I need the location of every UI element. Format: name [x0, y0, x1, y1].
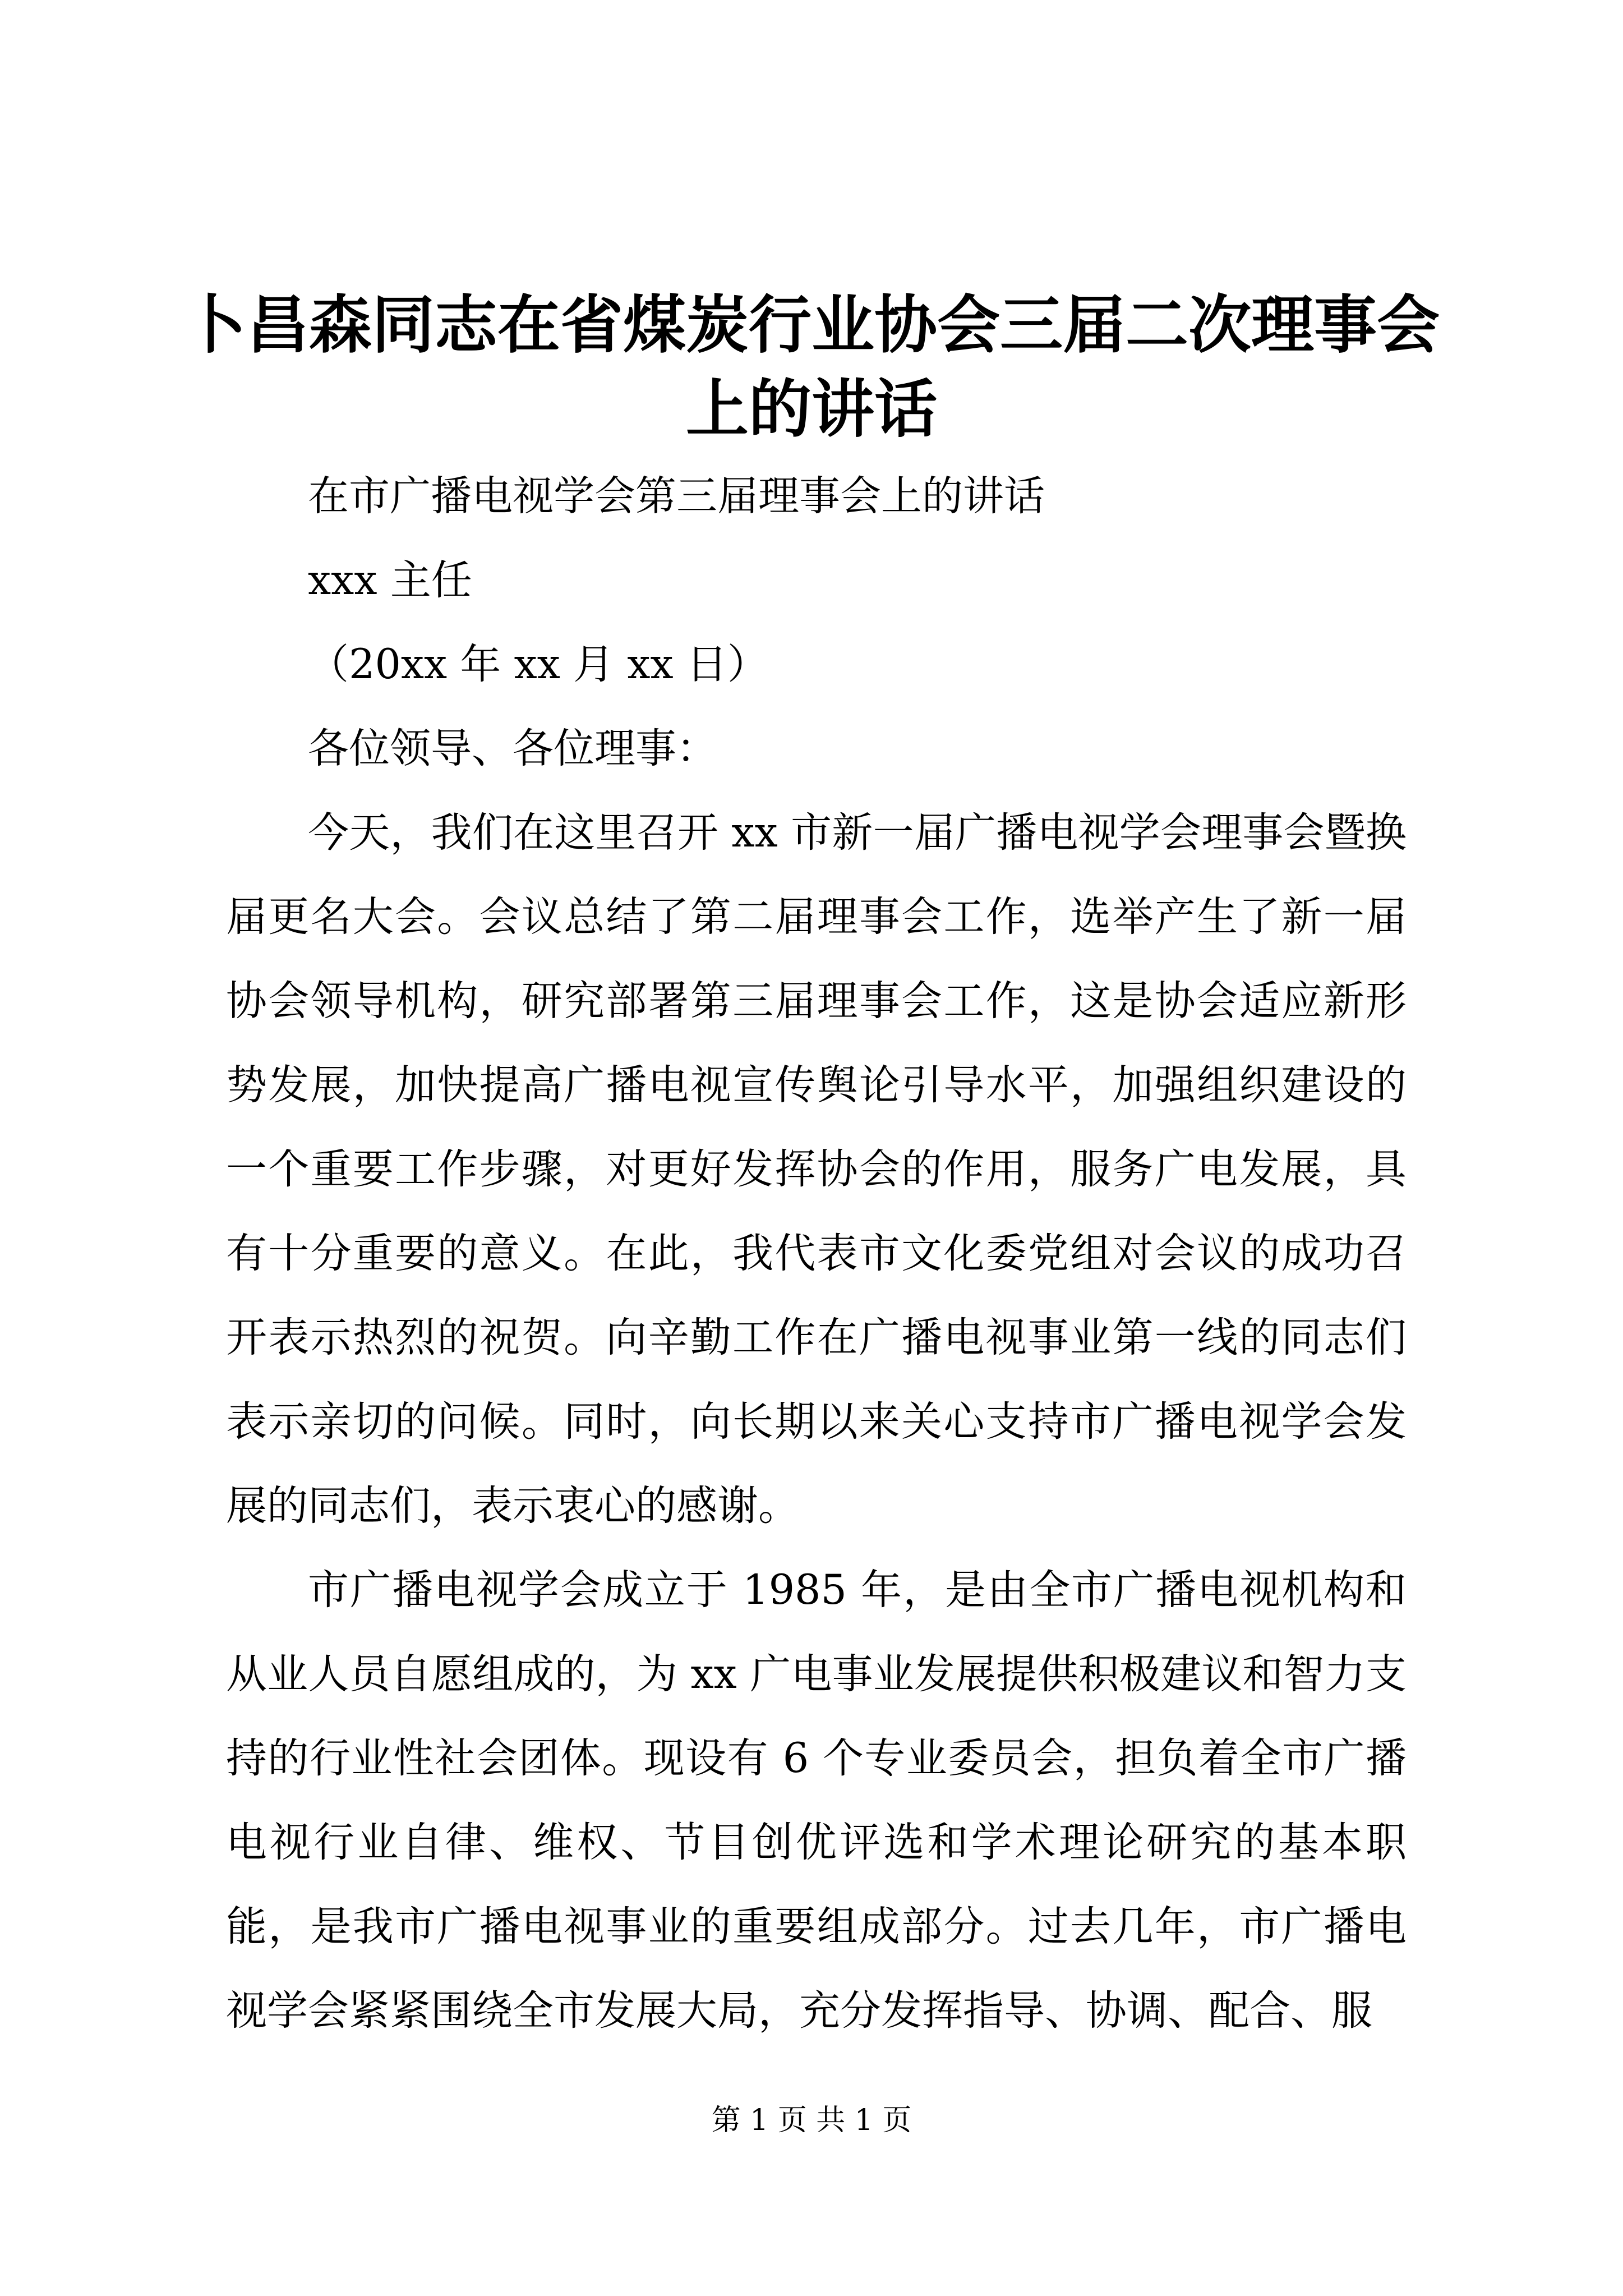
body-paragraph: 今天，我们在这里召开 xx 市新一届广播电视学会理事会暨换届更名大会。会议总结了第二届理事会工作，选举产生了新一届协会领导机构，研究部署第三届理事会工作，这是协会适应新形势发展，加快提高广播电视宣传舆论引导水平，加强组织建设的一个重要工作步骤，对更好发挥协会的作用，服务广电发展，具有十分重要的意义。在此，我代表市文化委党组对会议的成功召开表示热烈的祝贺。向辛勤工作在广播电视事业第一线的同志们表示亲切的问候。同时，向长期以来关心支持市广播电视学会发展的同志们，表示衷心的感谢。	[226, 809, 1407, 1530]
body-paragraph: 市广播电视学会成立于 1985 年，是由全市广播电视机构和从业人员自愿组成的，为 xx 广电事业发展提供积极建议和智力支持的行业性社会团体。现设有 6 个专业委员会，担负着全市广播电视行业自律、维权、节目创优评选和学术理论研究的基本职能，是我市广播电视事业的重要组成部分。过去几年，市广播电视学会紧紧围绕全市发展大局，充分发挥指导、协调、配合、服	[226, 1566, 1407, 2035]
document-title: 卜昌森同志在省煤炭行业协会三届二次理事会上的讲话	[183, 288, 1440, 446]
speaker-line: xxx 主任	[308, 556, 472, 604]
page-footer: 第 1 页 共 1 页	[711, 2104, 912, 2137]
date-line: （20xx 年 xx 月 xx 日）	[308, 641, 768, 688]
speech-subtitle: 在市广播电视学会第三届理事会上的讲话	[308, 472, 1045, 520]
salutation: 各位领导、各位理事：	[308, 725, 717, 772]
document-body	[226, 454, 1407, 2053]
